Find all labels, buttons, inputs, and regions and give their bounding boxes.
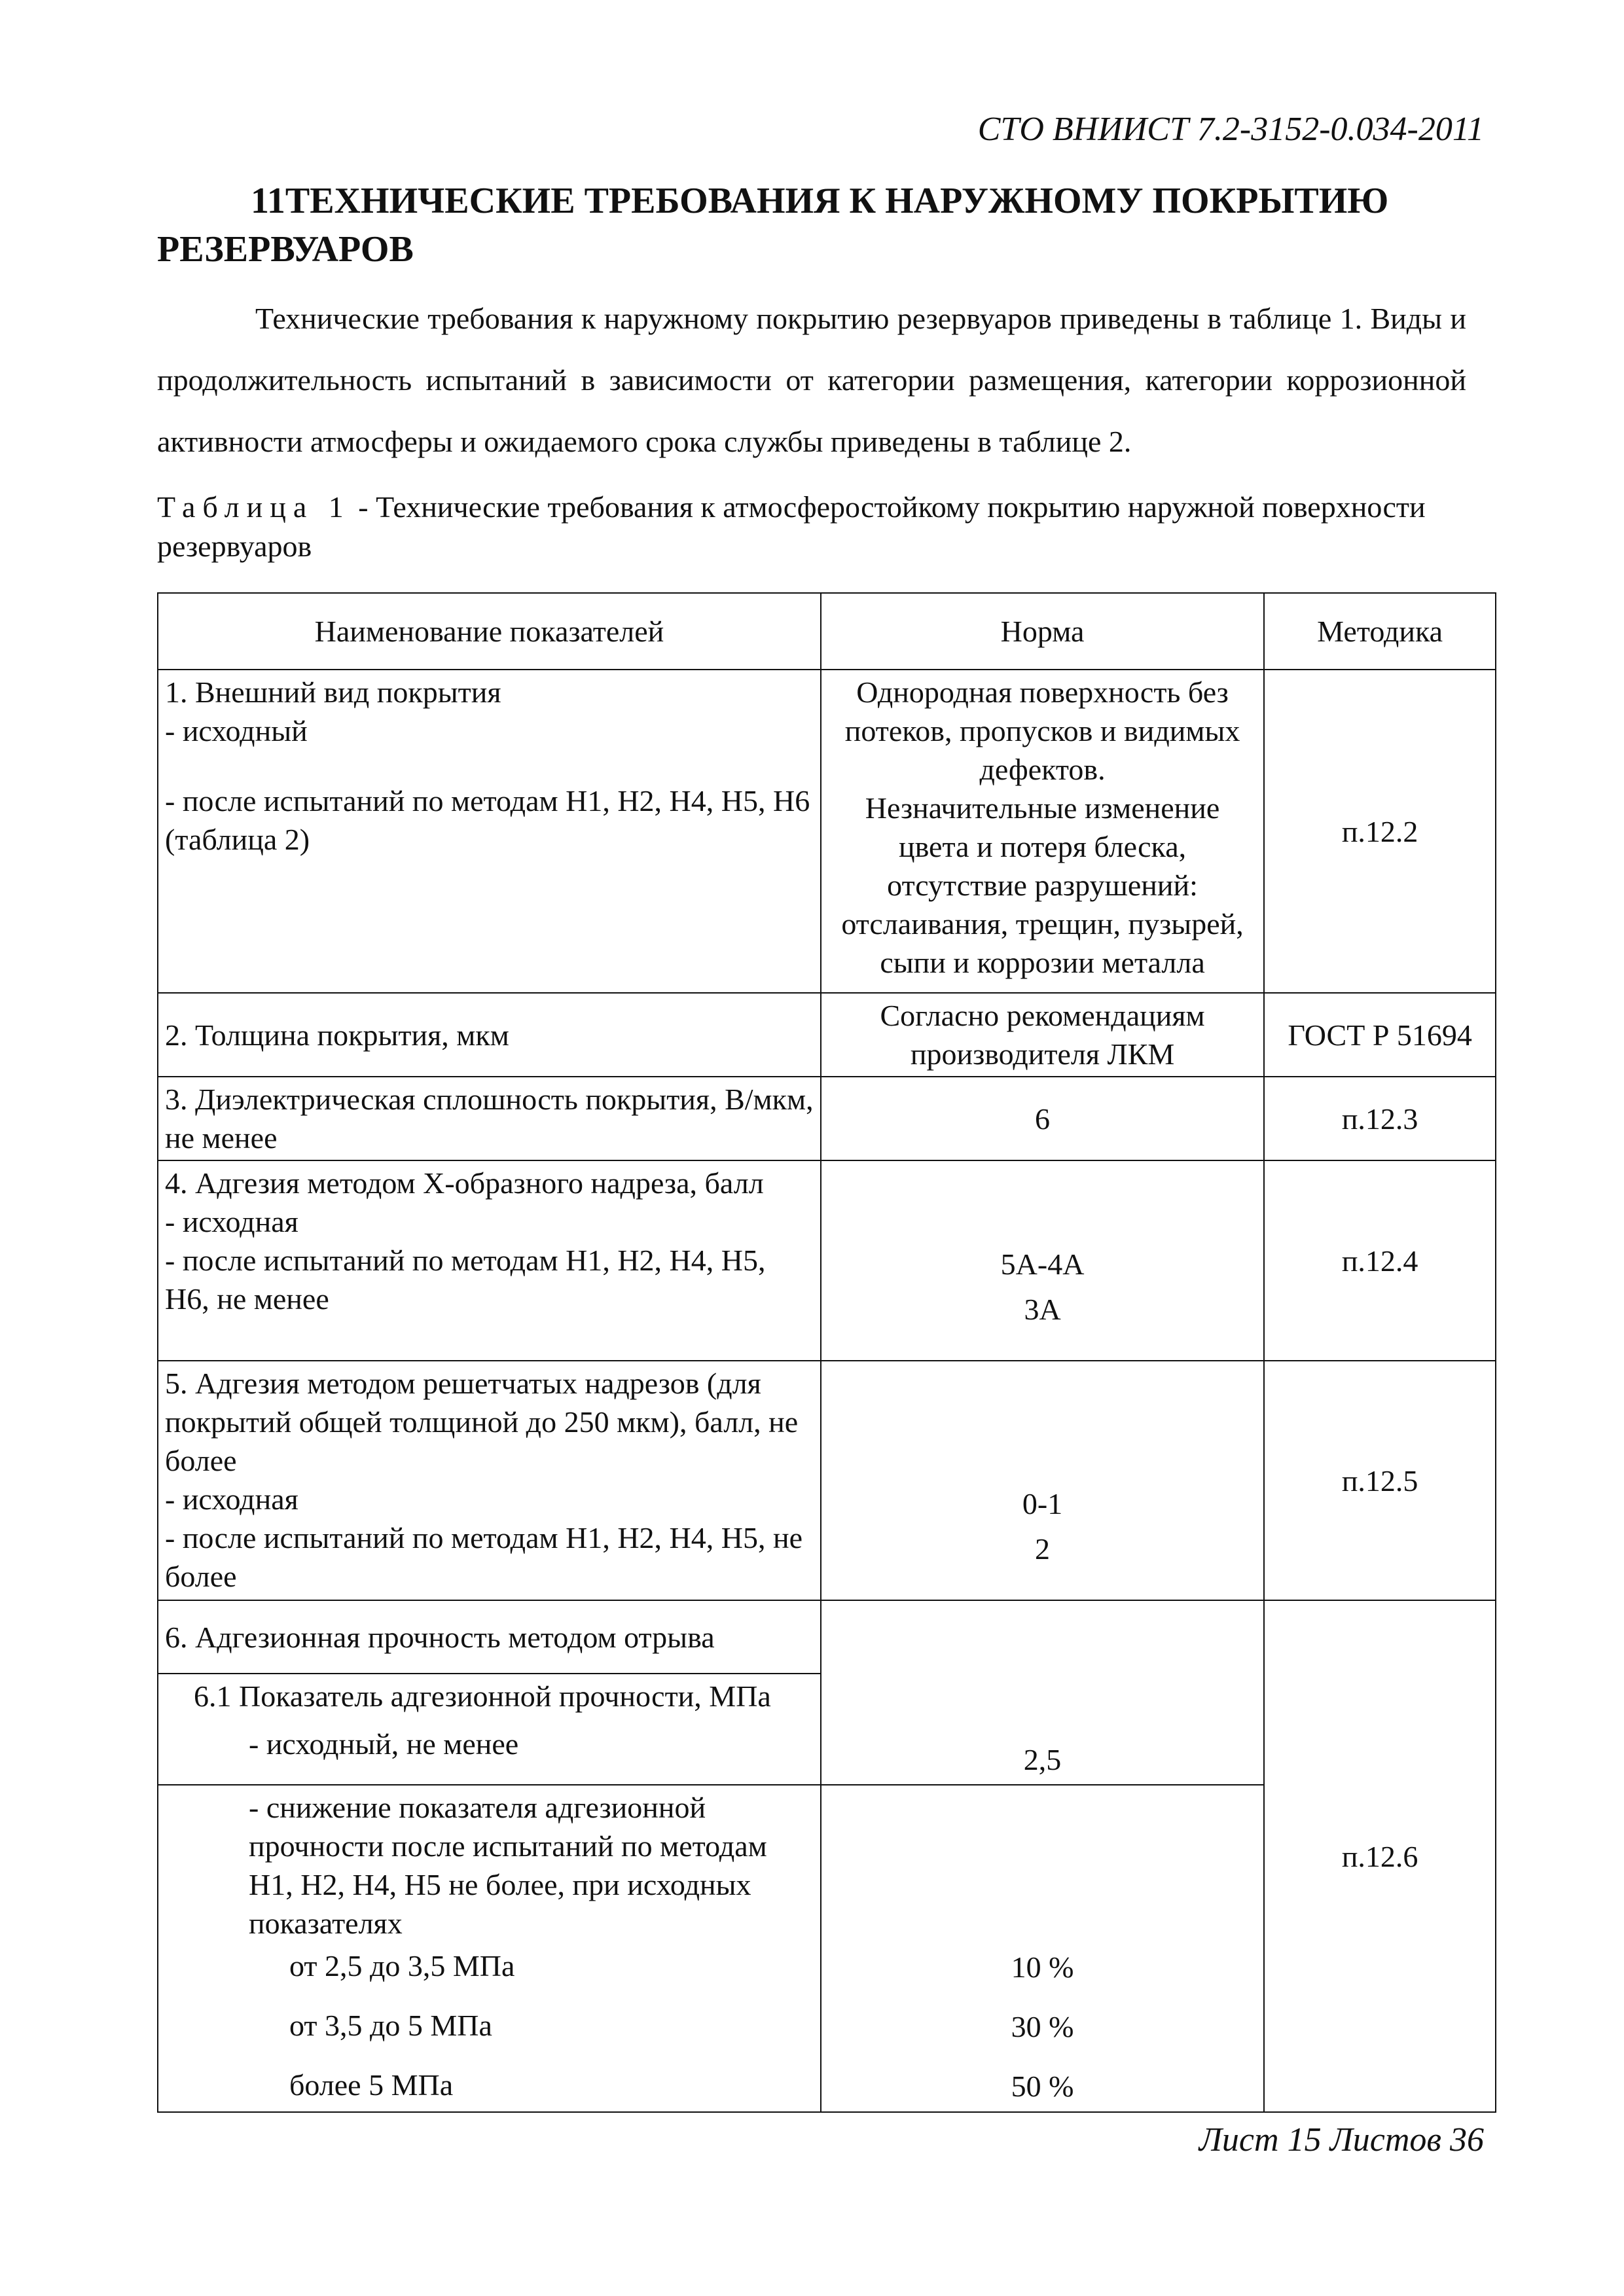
row3-norm: 6 xyxy=(821,1077,1264,1160)
row5-norm2: 2 xyxy=(1035,1532,1051,1566)
table-row xyxy=(158,1361,1496,1600)
row6-reduction-cell xyxy=(158,1785,821,2112)
table-caption-prefix: Таблица 1 xyxy=(157,490,351,524)
row4-name-cell xyxy=(158,1160,821,1361)
row4-norm-cell xyxy=(821,1160,1264,1361)
row5-norm-cell xyxy=(821,1361,1264,1600)
row4-norm1: 5А-4А xyxy=(1000,1247,1085,1281)
row6-range-label: от 2,5 до 3,5 МПа xyxy=(289,1949,515,1982)
row5-sub2: - после испытаний по методам Н1, Н2, Н4, Н5, не более xyxy=(165,1521,803,1593)
row2-name: 2. Толщина покрытия, мкм xyxy=(158,993,821,1077)
row4-sub2: - после испытаний по методам Н1, Н2, Н4, Н5, Н6, не менее xyxy=(165,1244,766,1316)
row5-name-cell xyxy=(158,1361,821,1600)
sheet-number: Лист 15 Листов 36 xyxy=(1199,2121,1484,2159)
row6-range-value: 30 % xyxy=(1011,2010,1074,2043)
row1-sub2: - после испытаний по методам Н1, Н2, Н4, Н5, Н6 (таблица 2) xyxy=(165,784,810,856)
row5-sub1: - исходная xyxy=(165,1482,298,1516)
row4-sub1: - исходная xyxy=(165,1205,298,1238)
row1-norm1: Однородная поверхность без потеков, пропусков и видимых дефектов. xyxy=(844,675,1240,786)
table-row xyxy=(158,993,1496,1077)
section-title-line2: РЕЗЕРВУАРОВ xyxy=(157,229,414,270)
table-header-row xyxy=(158,593,1496,670)
row6-range-label: от 3,5 до 5 МПа xyxy=(289,2009,492,2042)
row3-name: 3. Диэлектрическая сплошность покрытия, В/мкм, не менее xyxy=(158,1077,821,1160)
row4-name: 4. Адгезия методом Х-образного надреза, балл xyxy=(165,1166,764,1200)
row5-name: 5. Адгезия методом решетчатых надрезов (для покрытий общей толщиной до 250 мкм), балл, не более xyxy=(165,1367,799,1477)
requirements-table xyxy=(157,592,1496,2113)
row6-reduction: - снижение показателя адгезионной прочности после испытаний по методам Н1, Н2, Н4, Н5 не более, при исходных показателях xyxy=(249,1791,767,1940)
row4-norm2: 3А xyxy=(1024,1293,1061,1326)
row6-range-value: 50 % xyxy=(1011,2070,1074,2103)
row1-norm-cell xyxy=(821,670,1264,993)
table-caption-text: - Технические требования к атмосферостойкому покрытию наружной поверхности резервуаров xyxy=(157,490,1426,563)
table-row xyxy=(158,1600,1496,1674)
row6-method: п.12.6 xyxy=(1264,1600,1496,2112)
table-row xyxy=(158,1077,1496,1160)
row6-sub-cell xyxy=(158,1674,821,1785)
header-method: Методика xyxy=(1264,593,1496,670)
row6-sub-title: 6.1 Показатель адгезионной прочности, МПа xyxy=(194,1679,771,1713)
row3-method: п.12.3 xyxy=(1264,1077,1496,1160)
row6-range-value: 10 % xyxy=(1011,1950,1074,1984)
row4-method: п.12.4 xyxy=(1264,1160,1496,1361)
row2-method: ГОСТ Р 51694 xyxy=(1264,993,1496,1077)
row1-method: п.12.2 xyxy=(1264,670,1496,993)
row6-range-values-cell xyxy=(821,1785,1264,2112)
section-title-line1: 11ТЕХНИЧЕСКИЕ ТРЕБОВАНИЯ К НАРУЖНОМУ ПОКРЫТИЮ xyxy=(251,181,1389,221)
row1-name: 1. Внешний вид покрытия xyxy=(165,675,501,709)
row5-norm1: 0-1 xyxy=(1022,1487,1063,1520)
row1-norm2: Незначительные изменение цвета и потеря блеска, отсутствие разрушений: отслаивания, трещин, пузырей, сыпи и коррозии металла xyxy=(841,791,1244,979)
row2-norm: Согласно рекомендациям производителя ЛКМ xyxy=(821,993,1264,1077)
row1-name-cell xyxy=(158,670,821,993)
table-row xyxy=(158,670,1496,993)
row6-sub-initial: - исходный, не менее xyxy=(249,1727,519,1761)
row6-name: 6. Адгезионная прочность методом отрыва xyxy=(158,1600,821,1674)
intro-paragraph: Технические требования к наружному покрытию резервуаров приведены в таблице 1. Виды и продолжительность испытаний в зависимости от категории размещения, категории коррозионной активности атмосферы и ожидаемого срока службы приведены в таблице 2. xyxy=(157,302,1466,458)
row1-sub1: - исходный xyxy=(165,714,308,747)
row6-range-label: более 5 МПа xyxy=(289,2068,454,2102)
table-row xyxy=(158,1160,1496,1361)
header-name: Наименование показателей xyxy=(158,593,821,670)
section-title xyxy=(157,177,1479,274)
document-code: СТО ВНИИСТ 7.2-3152-0.034-2011 xyxy=(977,111,1484,148)
header-norm: Норма xyxy=(821,593,1264,670)
row5-method: п.12.5 xyxy=(1264,1361,1496,1600)
row6-initial-norm: 2,5 xyxy=(821,1600,1264,1785)
table-caption xyxy=(157,488,1466,566)
